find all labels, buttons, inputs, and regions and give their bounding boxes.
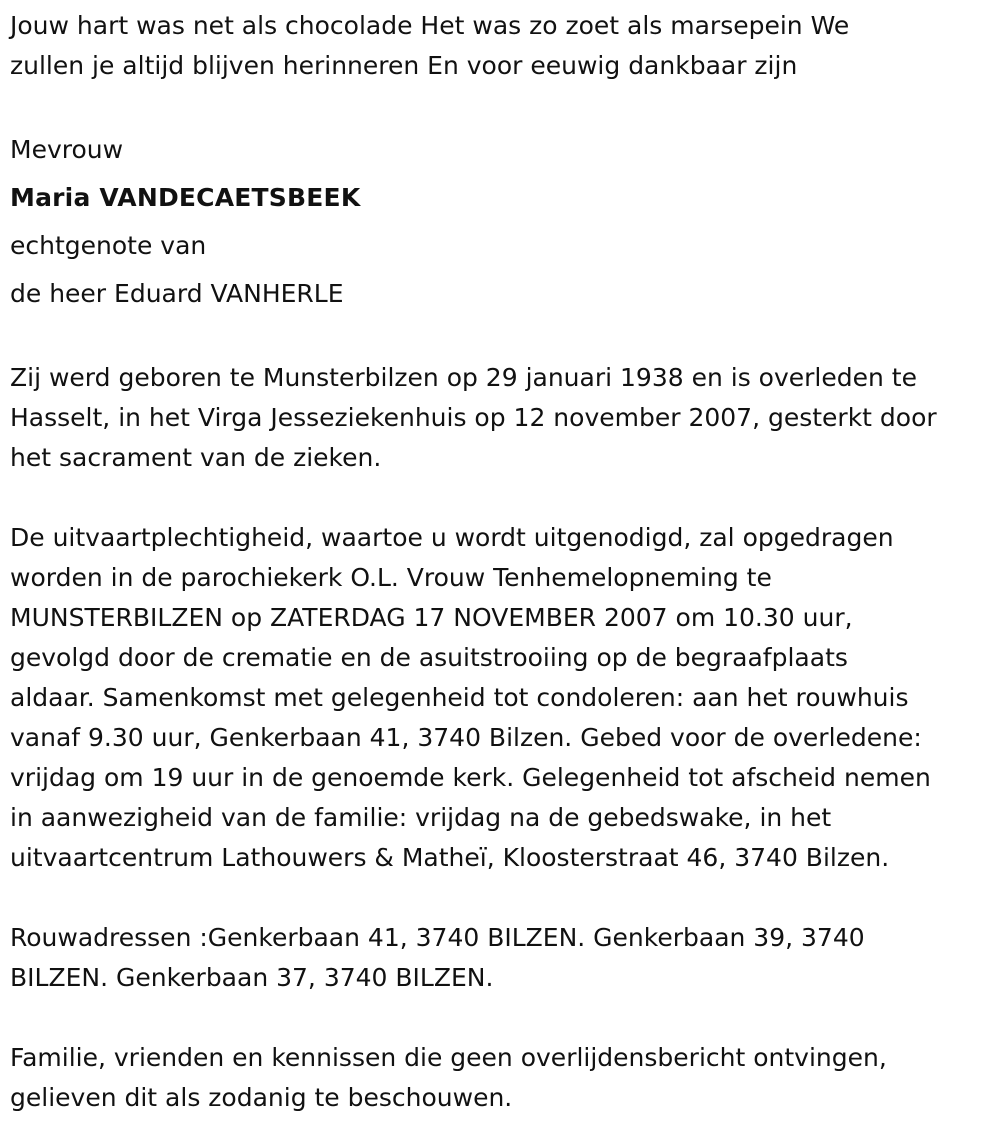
birth-death-line: het sacrament van de zieken. — [10, 443, 382, 472]
ceremony-line: aldaar. Samenkomst met gelegenheid tot condoleren: aan het rouwhuis — [10, 683, 909, 712]
closing-line: gelieven dit als zodanig te beschouwen. — [10, 1083, 513, 1112]
ceremony-line: gevolgd door de crematie en de asuitstrooiing op de begraafplaats — [10, 643, 848, 672]
poem-paragraph — [10, 6, 995, 86]
deceased-block — [10, 126, 995, 318]
deceased-title: Mevrouw — [10, 135, 124, 164]
spacer — [10, 86, 995, 126]
ceremony-line: De uitvaartplechtigheid, waartoe u wordt uitgenodigd, zal opgedragen — [10, 523, 894, 552]
ceremony-line: vrijdag om 19 uur in de genoemde kerk. Gelegenheid tot afscheid nemen — [10, 763, 931, 792]
spacer — [10, 998, 995, 1038]
birth-death-line: Zij werd geboren te Munsterbilzen op 29 januari 1938 en is overleden te — [10, 363, 917, 392]
address-line: Rouwadressen :Genkerbaan 41, 3740 BILZEN. Genkerbaan 39, 3740 — [10, 923, 865, 952]
deceased-name: Maria VANDECAETSBEEK — [10, 183, 361, 212]
ceremony-line: MUNSTERBILZEN op ZATERDAG 17 NOVEMBER 2007 om 10.30 uur, — [10, 603, 853, 632]
address-line: BILZEN. Genkerbaan 37, 3740 BILZEN. — [10, 963, 494, 992]
addresses-paragraph — [10, 918, 995, 998]
birth-death-paragraph — [10, 358, 995, 478]
closing-line: Familie, vrienden en kennissen die geen overlijdensbericht ontvingen, — [10, 1043, 887, 1072]
birth-death-line: Hasselt, in het Virga Jesseziekenhuis op 12 november 2007, gesterkt door — [10, 403, 937, 432]
spacer — [10, 318, 995, 358]
relation-text: echtgenote van — [10, 231, 207, 260]
ceremony-paragraph — [10, 518, 995, 878]
poem-line: zullen je altijd blijven herinneren En voor eeuwig dankbaar zijn — [10, 51, 798, 80]
ceremony-line: vanaf 9.30 uur, Genkerbaan 41, 3740 Bilzen. Gebed voor de overledene: — [10, 723, 922, 752]
ceremony-line: worden in de parochiekerk O.L. Vrouw Tenhemelopneming te — [10, 563, 772, 592]
obituary-document — [10, 6, 995, 1118]
ceremony-line: uitvaartcentrum Lathouwers & Matheï, Kloosterstraat 46, 3740 Bilzen. — [10, 843, 890, 872]
closing-paragraph — [10, 1038, 995, 1118]
spacer — [10, 878, 995, 918]
spouse-name: de heer Eduard VANHERLE — [10, 279, 344, 308]
ceremony-line: in aanwezigheid van de familie: vrijdag na de gebedswake, in het — [10, 803, 832, 832]
spacer — [10, 478, 995, 518]
poem-line: Jouw hart was net als chocolade Het was zo zoet als marsepein We — [10, 11, 850, 40]
